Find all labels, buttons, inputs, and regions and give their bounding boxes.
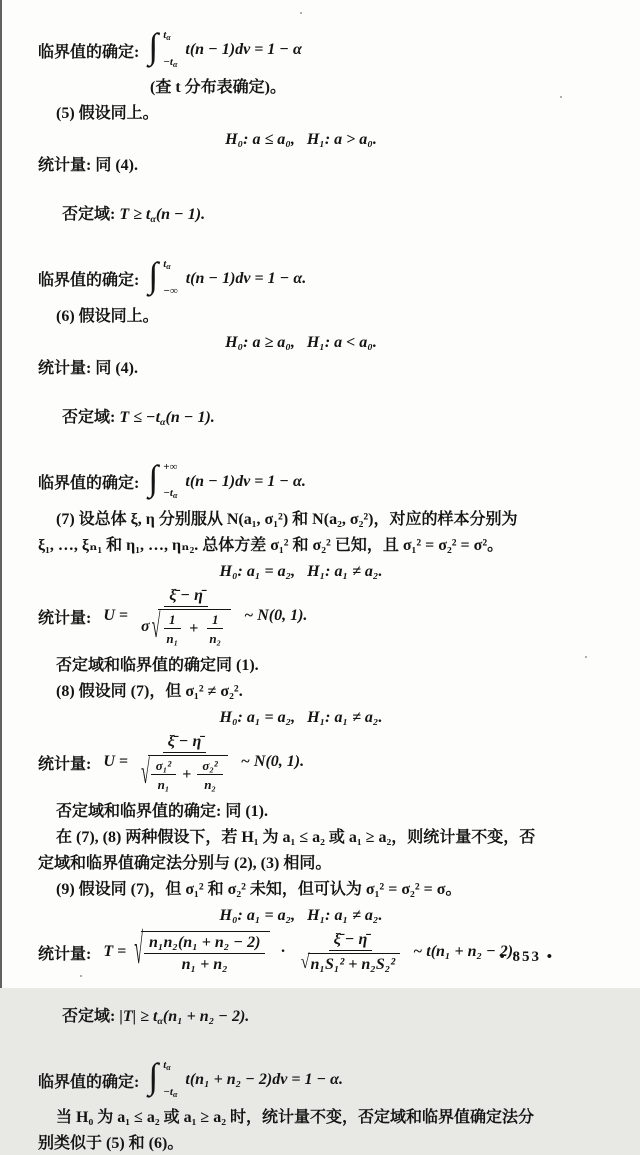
hypothesis-9: H₀: a₁ = a₂, H₁: a₁ ≠ a₂. (219, 906, 383, 924)
section-8-heading: (8) 假设同 (7)，但 σ₁² ≠ σ₂². (56, 682, 243, 700)
radicand (148, 755, 228, 792)
closing-remark-line2: 别类似于 (5) 和 (6)。 (38, 1135, 184, 1153)
radical-sign (152, 609, 161, 647)
radical-sign (301, 951, 310, 974)
integrand: t(n₁ + n₂ − 2)dv = 1 − α. (185, 1071, 344, 1089)
rejection-label: 否定域: (62, 206, 120, 223)
radical-sign (134, 927, 143, 976)
section-7-paragraph-line2: ξ₁, …, ξₙ₁ 和 η₁, …, ηₙ₂. 总体方差 σ₁² 和 σ₂² 已知，且 σ₁² = σ₂² = σ²。 (38, 536, 504, 554)
t-table-note: (查 t 分布表确定)。 (150, 79, 286, 96)
statistic-lhs: U = (103, 607, 129, 625)
critical-value-label: 临界值的确定: (38, 475, 144, 493)
integral-upper-limit: +∞ (163, 460, 178, 473)
rejection-critical-note-7: 否定域和临界值的确定同 (1). (56, 656, 259, 674)
statistic-5: 统计量: 同 (4). (38, 157, 138, 174)
statistic-lhs: T = (103, 943, 127, 961)
integral-sign (148, 458, 158, 506)
rejection-region-6: 否定域: $T \le -t_\alpha(n - 1)$. (62, 408, 215, 428)
section-9-heading: (9) 假设同 (7)，但 σ₁² 和 σ₂² 未知，但可认为 σ₁² = σ₂² = σ。 (56, 880, 462, 898)
fraction-numerator: ξ̄ − η̄ (329, 931, 373, 951)
hypothesis-7: H₀: a₁ = a₂, H₁: a₁ ≠ a₂. (219, 562, 383, 580)
radicand: n₁S₁² + n₂S₂² (308, 953, 401, 974)
fraction: $\frac{\text{σ₁²}}{\text{n₁}}$ (151, 758, 176, 792)
integral-upper-limit: t (163, 1059, 167, 1072)
hypothesis-8: H₀: a₁ = a₂, H₁: a₁ ≠ a₂. (219, 708, 383, 726)
critical-value-line-5 (38, 257, 610, 301)
integral-lower-sub: α (172, 491, 178, 501)
plus-operator: + (182, 765, 192, 783)
square-root (141, 755, 228, 792)
hypothesis-5: H₀: a ≤ a₀, H₁: a > a₀. (225, 131, 377, 148)
fraction-numerator: ξ̄ − η̄ (163, 733, 207, 753)
integral-lower-limit: −t (163, 1086, 173, 1099)
fraction (136, 587, 236, 646)
remark-78-line1: 在 (7), (8) 两种假设下，若 H₁ 为 a₁ ≤ a₂ 或 a₁ ≥ a₂，则统计量不变，否 (56, 828, 536, 846)
fraction: $\frac{1}{\text{n₁}}$ (161, 612, 183, 646)
distribution-tail: ~ t(n₁ + n₂ − 2). (413, 943, 518, 961)
critical-value-label: 临界值的确定: (38, 272, 144, 290)
fraction (296, 931, 405, 974)
statistic-6: 统计量: 同 (4). (38, 359, 138, 377)
plus-operator: + (189, 619, 199, 637)
square-root (301, 953, 400, 974)
integral-upper-limit: t (163, 257, 167, 270)
distribution-tail: ~ N(0, 1). (244, 607, 308, 625)
section-7-paragraph-line1: (7) 设总体 ξ, η 分别服从 N(a₁, σ₁²) 和 N(a₂, σ₂²)，对应的样本分别为 (56, 510, 518, 528)
sigma-symbol: σ (141, 618, 150, 636)
page-number: • 853 • (499, 949, 554, 965)
integral-sign (148, 1056, 158, 1104)
statistic-formula-7 (38, 587, 610, 646)
critical-value-label: 临界值的确定: (38, 1073, 144, 1091)
integral-upper-sub: α (166, 33, 171, 43)
integral-sign (148, 255, 158, 303)
rejection-region-9: 否定域: $|T| \ge t_\alpha(n_1 + n_2 - 2)$. (62, 1007, 250, 1027)
integral-upper-sub: α (166, 262, 171, 271)
radicand (141, 931, 270, 974)
rejection-label: 否定域: (62, 408, 120, 426)
radicand (158, 609, 231, 646)
rejection-region-5: 否定域: $T \ge t_\alpha(n - 1)$. (62, 206, 206, 225)
integrand: t(n − 1)dv = 1 − α (185, 41, 302, 58)
statistic-formula-8 (38, 733, 610, 792)
critical-value-line-4 (38, 28, 610, 72)
dot-operator: · (280, 943, 286, 961)
integral-limits (163, 30, 177, 70)
closing-remark-line1: 当 H₀ 为 a₁ ≤ a₂ 或 a₁ ≥ a₂ 时，统计量不变，否定域和临界值确定法分 (56, 1109, 534, 1127)
statistic-lhs: U = (103, 753, 129, 771)
section-6-heading: (6) 假设同上。 (56, 307, 159, 325)
integral-lower-sub: α (172, 60, 178, 69)
integral-lower-limit: −t (163, 487, 173, 500)
rejection-critical-note-8: 否定域和临界值的确定: 同 (1). (56, 802, 268, 820)
remark-78-line2: 定域和临界值确定法分别与 (2), (3) 相同。 (38, 854, 332, 872)
fraction-denominator (136, 753, 233, 792)
integral-limits (163, 1060, 177, 1100)
fraction: $\frac{1}{\text{n₂}}$ (204, 612, 226, 646)
integral-lower-limit: −t (163, 55, 173, 68)
integral-limits (163, 462, 177, 502)
statistic-label: 统计量: (38, 945, 96, 963)
critical-value-label: 临界值的确定: (38, 43, 144, 61)
hypothesis-6: H₀: a ≥ a₀, H₁: a < a₀. (225, 333, 377, 351)
integral-sign (148, 26, 158, 74)
critical-value-line-9 (38, 1058, 610, 1102)
fraction: $\frac{\text{σ₂²}}{\text{n₂}}$ (197, 758, 222, 792)
fraction: $\frac{\text{n₁n₂(n₁ + n₂ − 2)}}{\text{n₁ + n₂}}$ (144, 934, 265, 974)
fraction (136, 733, 233, 792)
square-root (134, 931, 270, 974)
rejection-label: 否定域: (62, 1007, 120, 1025)
radical-sign (141, 755, 150, 793)
fraction-numerator: ξ̄ − η̄ (164, 587, 208, 607)
integral-lower-sub: α (172, 1090, 178, 1100)
statistic-label: 统计量: (38, 609, 96, 627)
statistic-label: 统计量: (38, 755, 96, 773)
integral-lower-limit: −∞ (163, 284, 178, 297)
integral-upper-sub: α (166, 1063, 171, 1073)
integrand: t(n − 1)dv = 1 − α. (185, 472, 306, 490)
integral-limits (163, 259, 178, 299)
integral-upper-limit: t (163, 29, 167, 41)
critical-value-line-6 (38, 460, 610, 504)
fraction-denominator (136, 607, 236, 646)
integrand: t(n − 1)dv = 1 − α. (185, 269, 307, 287)
square-root (152, 609, 231, 646)
fraction-denominator (296, 951, 405, 974)
section-5-heading: (5) 假设同上。 (56, 105, 159, 122)
distribution-tail: ~ N(0, 1). (240, 753, 305, 771)
